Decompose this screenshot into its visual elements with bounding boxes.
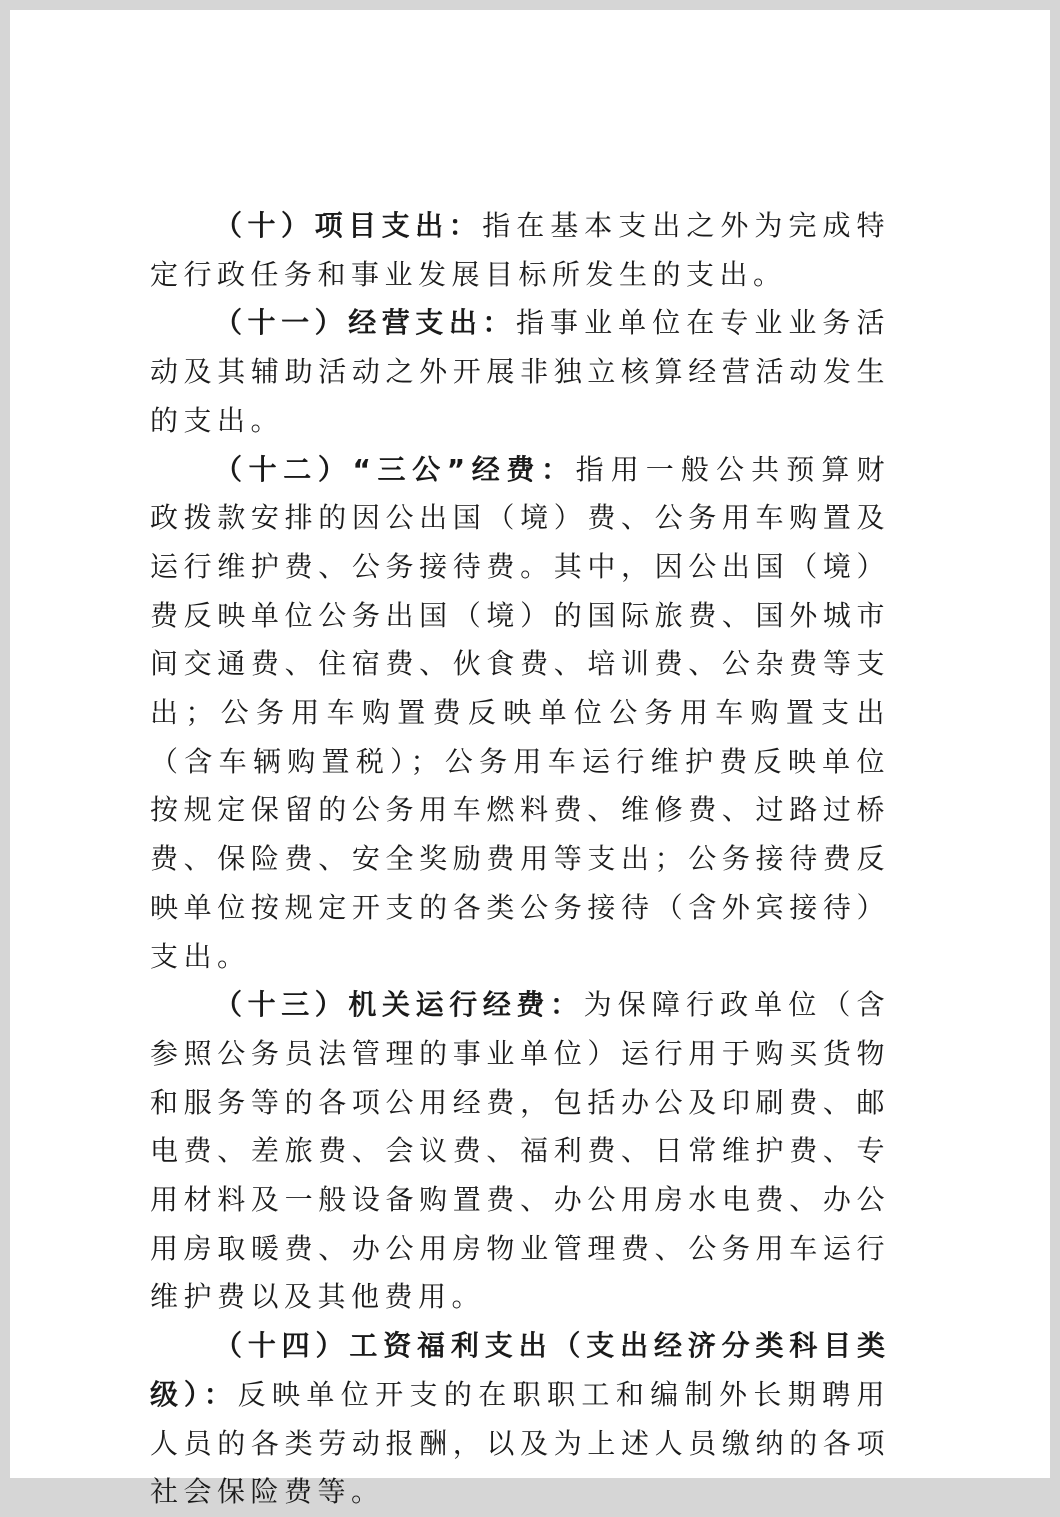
term-heading: （十）项目支出：: [214, 209, 483, 242]
term-definition: 指事业单位在专业业务活动及其辅助活动之外开展非独立核算经营活动发生的支出。: [150, 306, 890, 437]
term-heading: （十二）“三公”经费：: [214, 452, 576, 486]
paragraph-salary-welfare-expenditure: [150, 1322, 890, 1517]
term-heading: （十四）工资福利支出（支出经济分类科目类级）：: [150, 1329, 890, 1411]
paragraph-business-expenditure: [150, 299, 890, 445]
term-definition: 反映单位开支的在职职工和编制外长期聘用人员的各类劳动报酬，以及为上述人员缴纳的各项社会保险费等。: [150, 1377, 890, 1509]
term-definition: 为保障行政单位（含参照公务员法管理的事业单位）运行用于购买货物和服务等的各项公用经费，包括办公及印刷费、邮电费、差旅费、会议费、福利费、日常维护费、专用材料及一般设备购置费、办公用房水电费、办公用房取暖费、办公用房物业管理费、公务用车运行维护费以及其他费用。: [150, 988, 890, 1314]
term-definition: 指用一般公共预算财政拨款安排的因公出国（境）费、公务用车购置及运行维护费、公务接待费。其中，因公出国（境）费反映单位公务出国（境）的国际旅费、国外城市间交通费、住宿费、伙食费、培训费、公杂费等支出；公务用车购置费反映单位公务用车购置支出（含车辆购置税）；公务用车运行维护费反映单位按规定保留的公务用车燃料费、维修费、过路过桥费、保险费、安全奖励费用等支出；公务接待费反映单位按规定开支的各类公务接待（含外宾接待）支出。: [150, 452, 890, 973]
term-heading: （十一）经营支出：: [214, 306, 516, 340]
term-heading: （十三）机关运行经费：: [214, 988, 584, 1022]
document-page: [10, 10, 1050, 1509]
term-definition: 指在基本支出之外为完成特定行政任务和事业发展目标所发生的支出。: [150, 209, 890, 291]
paragraph-project-expenditure: [150, 202, 890, 299]
document-body: [150, 202, 890, 1517]
paragraph-three-public-expenses: [150, 446, 890, 982]
paragraph-agency-operating-funds: [150, 981, 890, 1322]
